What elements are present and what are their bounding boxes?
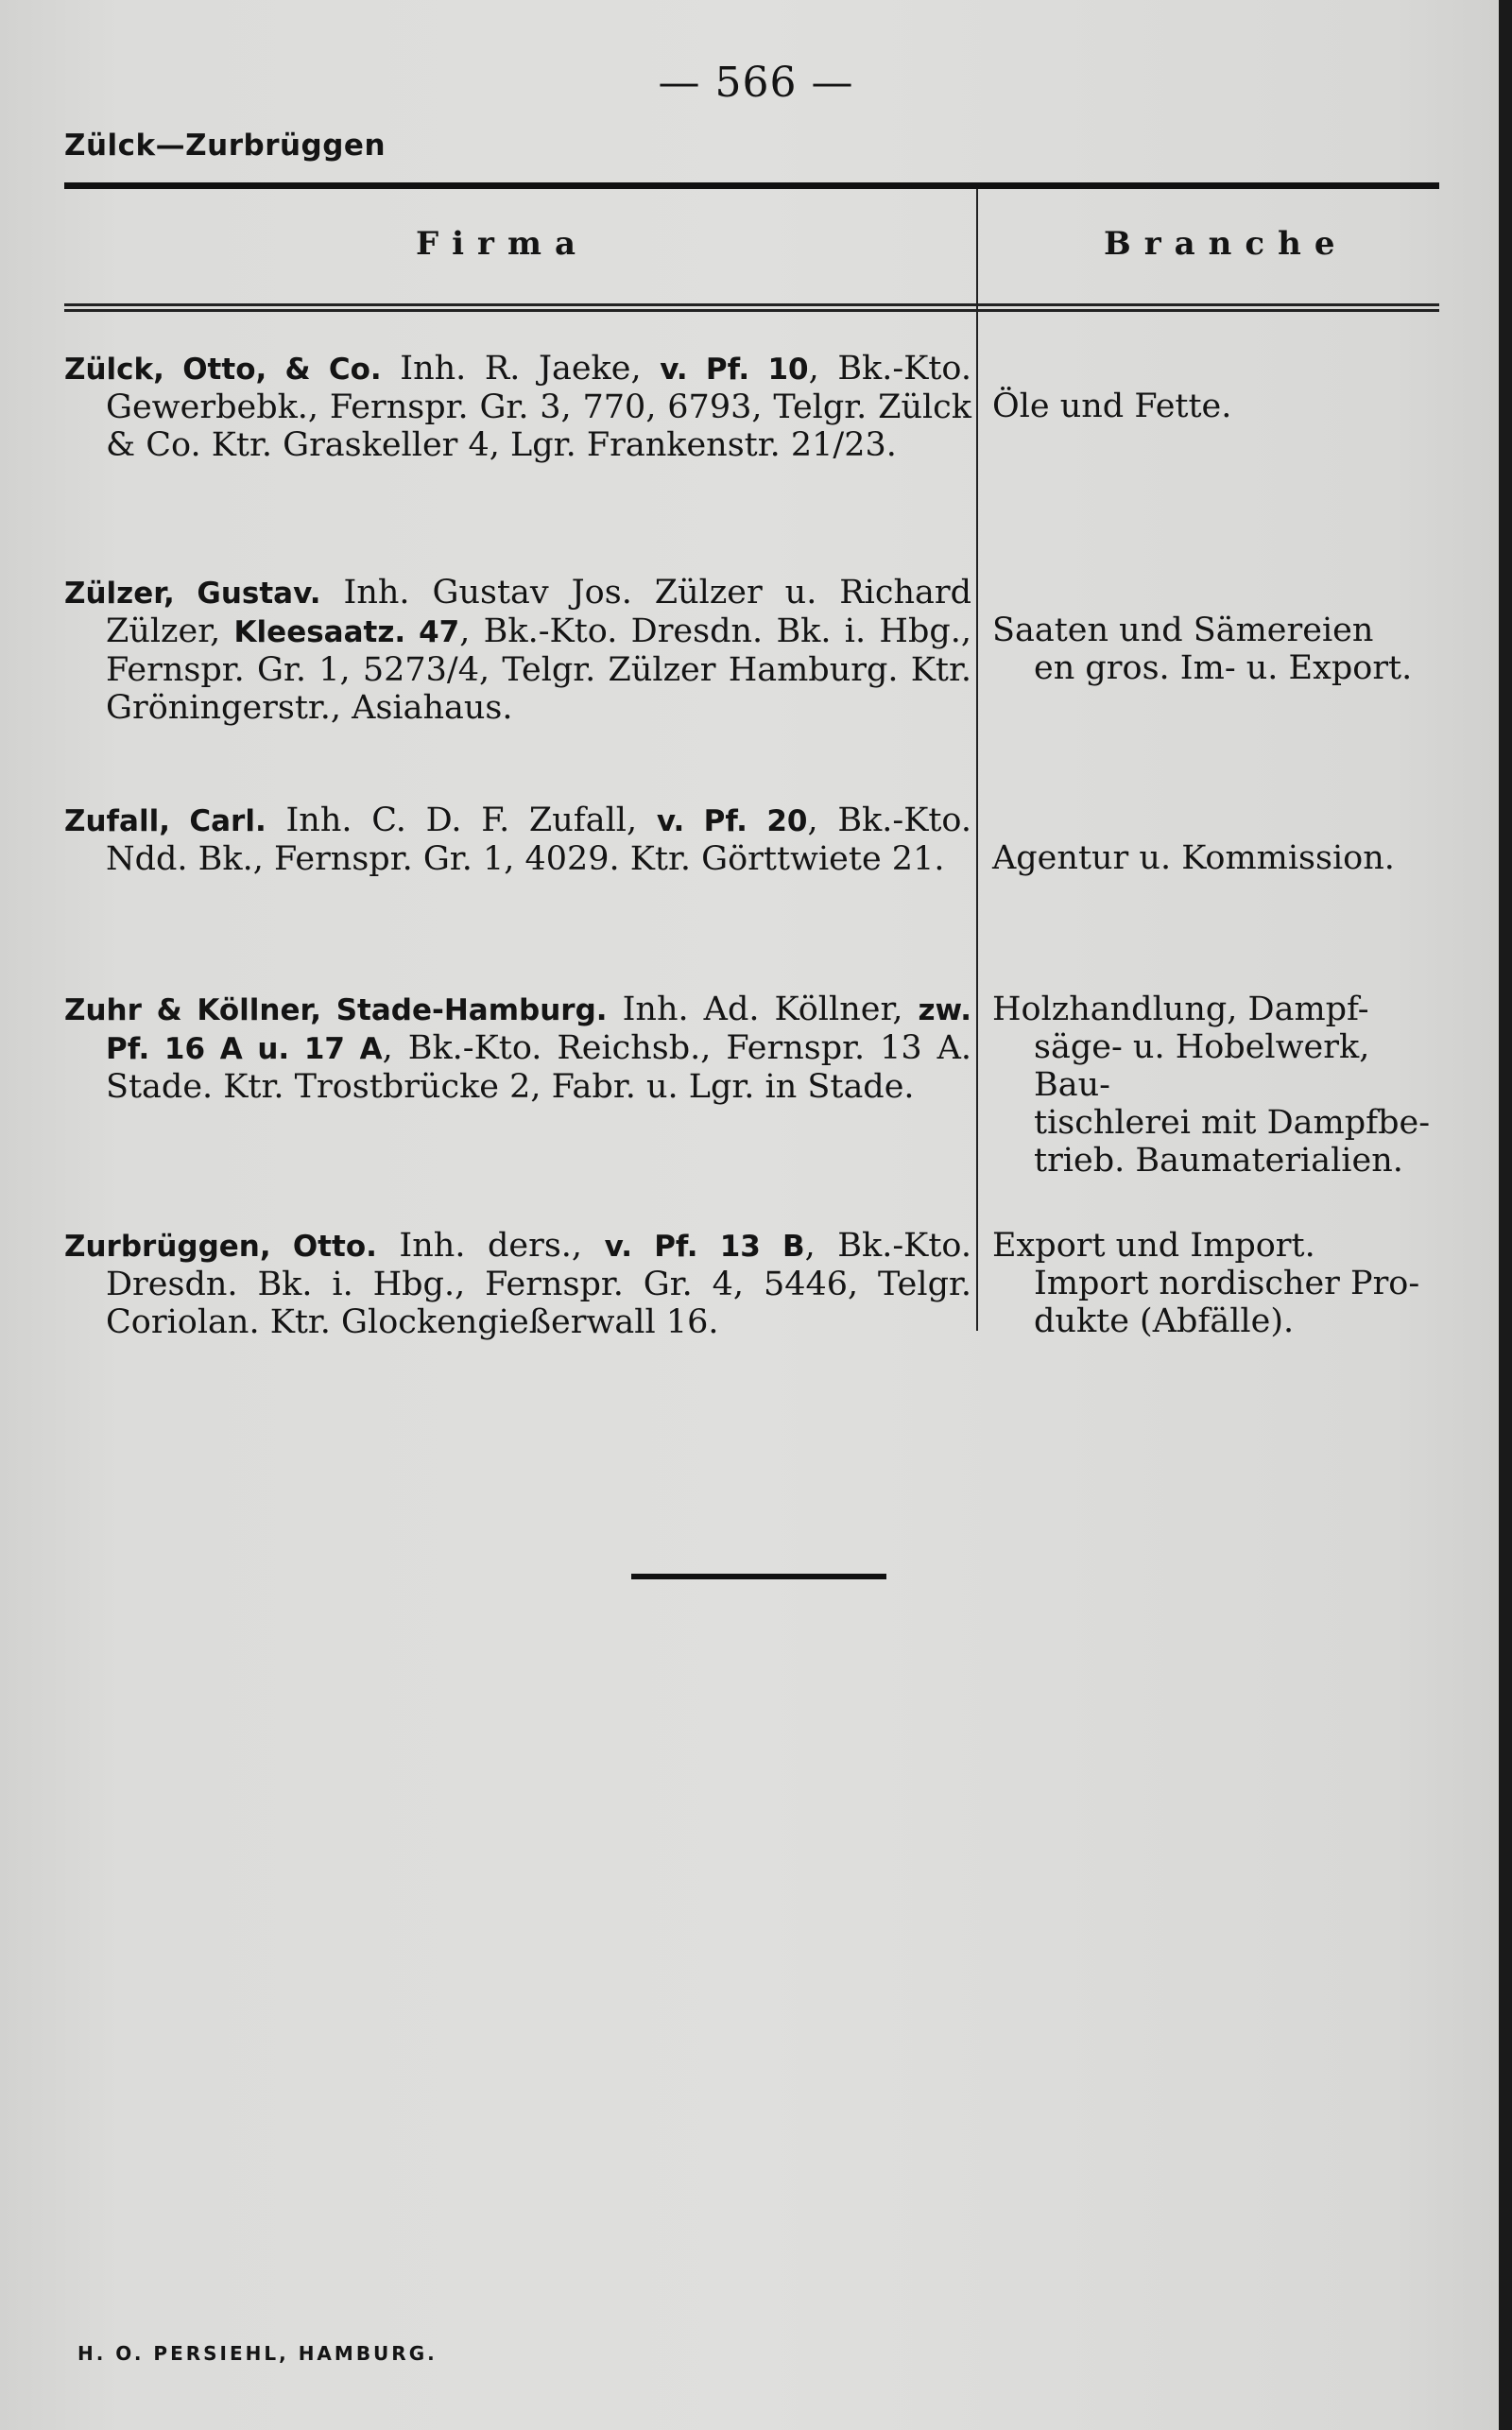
running-head: Zülck—Zurbrüggen: [64, 129, 387, 163]
branch-line: Saaten und Sämereien: [992, 612, 1374, 649]
firm-details: , Bk.-Kto. Ndd. Bk., Fernspr. Gr. 1, 4029. Ktr. Görttwiete 21.: [106, 801, 972, 878]
branch-entry: [992, 1227, 1451, 1340]
branch-entry: [992, 388, 1451, 425]
firm-details: Inh. Gustav Jos. Zülzer u. Richard Zülzer,: [106, 574, 971, 650]
branch-entry: [992, 839, 1451, 877]
firm-name: Zurbrüggen, Otto.: [64, 1230, 377, 1264]
firm-entry-text: [64, 991, 971, 1106]
firm-entry-text: [64, 1227, 971, 1341]
post-box: v. Pf. 20: [656, 804, 808, 838]
firm-details: , Bk.-Kto. Gewerbebk., Fernspr. Gr. 3, 770, 6793, Telgr. Zülck & Co. Ktr. Graskeller 4, Lgr. Frankenstr. 21/23.: [106, 350, 972, 464]
branch-line: tischlerei mit Dampfbe-: [1034, 1104, 1431, 1142]
firm-name: Zülzer, Gustav.: [64, 577, 321, 611]
firm-details: Inh. R. Jaeke,: [381, 350, 661, 388]
branch-entry: [992, 991, 1451, 1180]
firm-entry: [64, 801, 971, 878]
printer-imprint: H. O. PERSIEHL, HAMBURG.: [77, 2342, 438, 2365]
branch-line: Öle und Fette.: [992, 388, 1232, 425]
firm-entry-text: [64, 801, 971, 878]
firm-details: , Bk.-Kto. Dresdn. Bk. i. Hbg., Fernspr. Gr. 1, 5273/4, Telgr. Zülzer Hamburg. Ktr. Gröningerstr., Asiahaus.: [106, 612, 971, 727]
branch-line: Holzhandlung, Dampf-: [992, 991, 1369, 1028]
firm-details: Inh. ders.,: [376, 1227, 605, 1265]
post-box: zw. Pf. 16 A u. 17 A: [106, 993, 971, 1066]
firm-entry: [64, 350, 971, 464]
firm-entry: [64, 991, 971, 1106]
firm-entry: [64, 574, 971, 727]
column-header-firma: Firma: [416, 225, 589, 263]
firm-name: Zülck, Otto, & Co.: [64, 353, 382, 387]
branch-entry: [992, 612, 1451, 687]
branch-line: dukte (Abfälle).: [1034, 1302, 1295, 1340]
firm-entry: [64, 1227, 971, 1341]
page-number: — 566 —: [658, 59, 854, 107]
firm-name: Zuhr & Köllner, Stade-Hamburg.: [64, 993, 608, 1027]
column-divider: [976, 189, 978, 1331]
header-double-rule: [64, 303, 1439, 312]
firm-details: Inh. C. D. F. Zufall,: [266, 801, 657, 839]
page-edge-shadow: [1499, 0, 1512, 2430]
branch-line: Agentur u. Kommission.: [992, 839, 1395, 877]
post-box: v. Pf. 13 B: [604, 1230, 805, 1264]
firm-entry-text: [64, 574, 971, 727]
branch-line: trieb. Baumaterialien.: [1034, 1142, 1403, 1180]
firm-name: Zufall, Carl.: [64, 804, 266, 838]
street-address: Kleesaatz. 47: [233, 615, 460, 649]
firm-details: , Bk.-Kto. Dresdn. Bk. i. Hbg., Fernspr. Gr. 4, 5446, Telgr. Coriolan. Ktr. Glockengießerwall 16.: [106, 1227, 971, 1341]
column-header-branche: Branche: [1104, 225, 1349, 263]
post-box: v. Pf. 10: [660, 353, 809, 387]
firm-details: Inh. Ad. Köllner,: [607, 991, 919, 1028]
firm-entry-text: [64, 350, 971, 464]
section-end-rule: [631, 1574, 886, 1579]
header-rule: [64, 182, 1439, 189]
branch-line: Export und Import.: [992, 1227, 1315, 1265]
branch-line: en gros. Im- u. Export.: [1034, 649, 1413, 687]
branch-line: Import nordischer Pro-: [1034, 1265, 1420, 1302]
firm-details: , Bk.-Kto. Reichsb., Fernspr. 13 A. Stade. Ktr. Trostbrücke 2, Fabr. u. Lgr. in Stade.: [106, 1029, 972, 1106]
branch-line: säge- u. Hobelwerk, Bau-: [1034, 1028, 1370, 1104]
